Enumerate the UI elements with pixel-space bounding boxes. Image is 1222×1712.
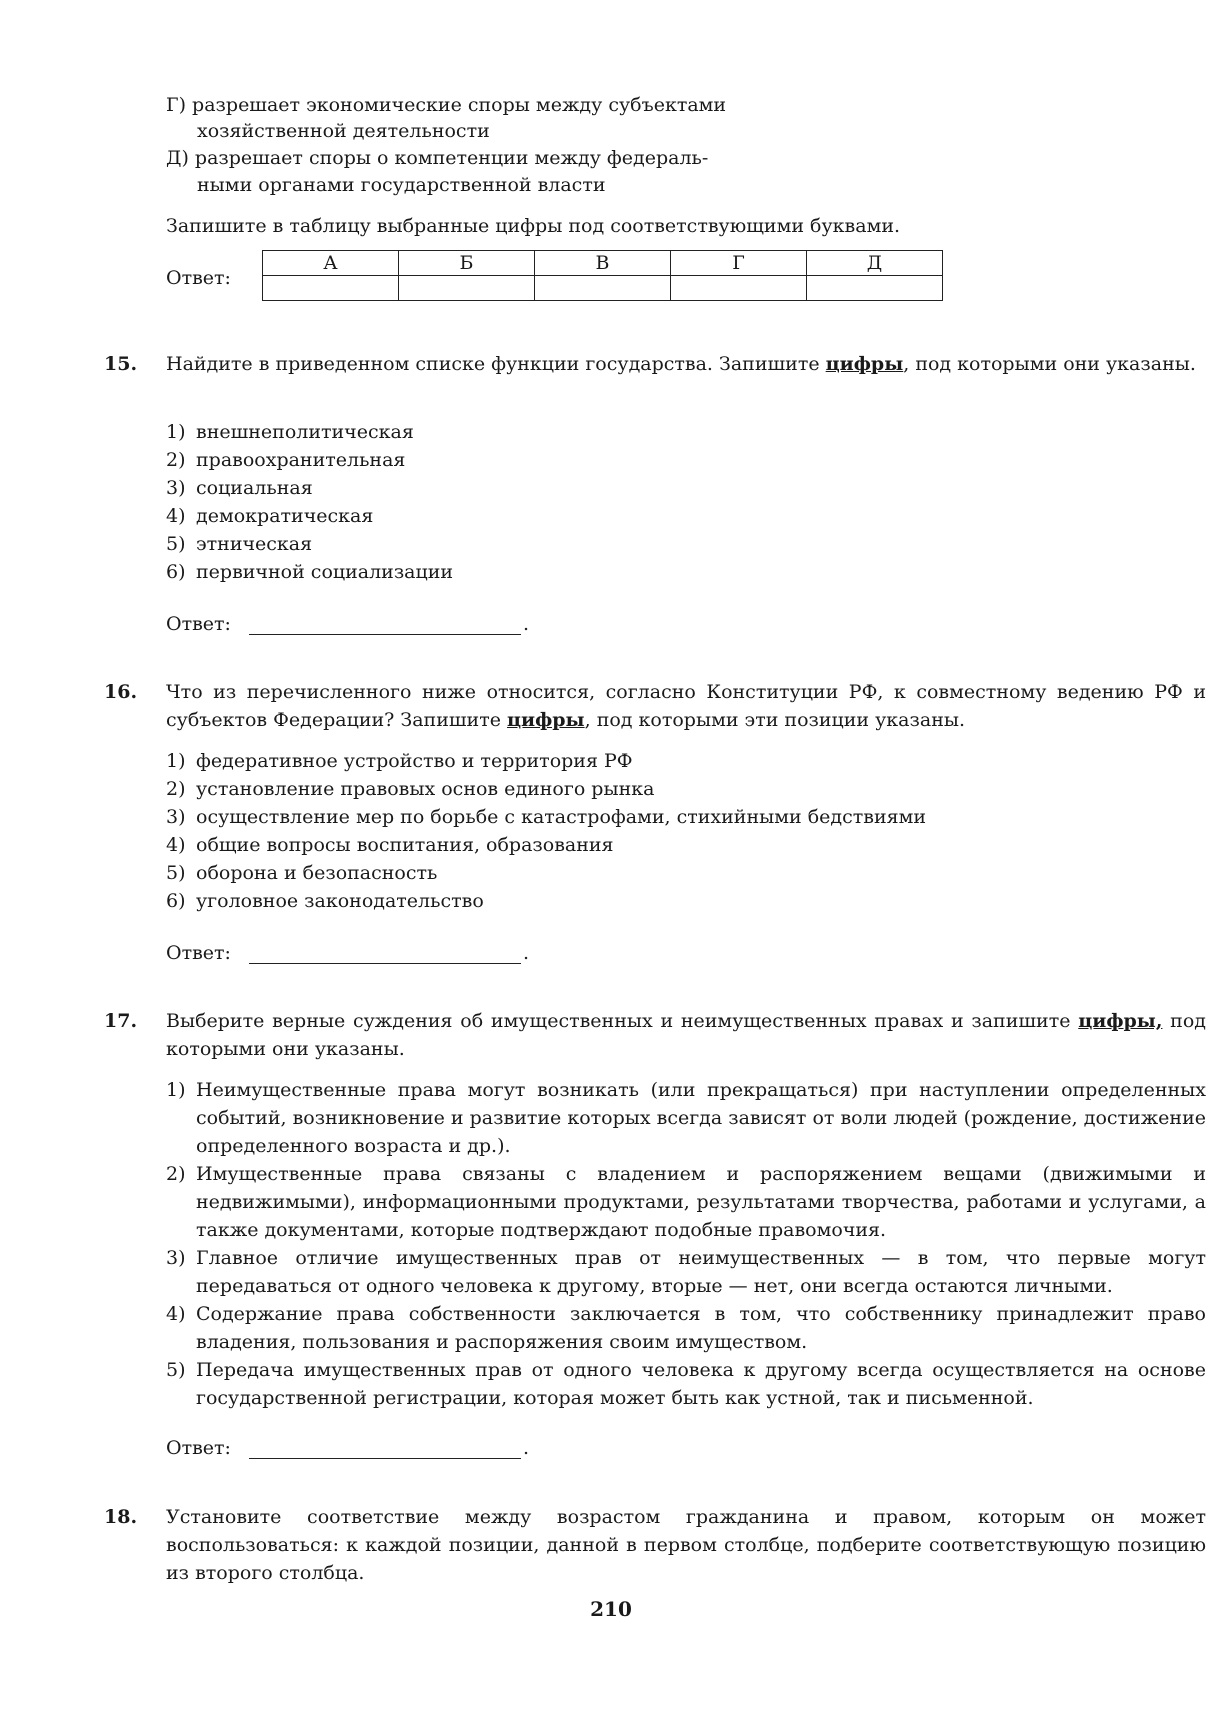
question-number: 17. [104,1010,138,1032]
keyword: цифры [825,353,904,375]
list-item: 2) установление правовых основ единого рынка [166,778,655,800]
list-item: 4) демократическая [166,505,374,527]
answer-label: Ответ: [166,942,231,964]
table-header-cell: В [535,251,671,276]
list-item: 3) осуществление мер по борьбе с катастрофами, стихийными бедствиями [166,806,927,828]
list-item: 5) оборона и безопасность [166,862,438,884]
list-item: 5) Передача имущественных прав от одного человека к другому всегда осуществляется на основе государственной регистрации, которая может быть как устной, так и письменной. [166,1359,1206,1409]
answer-line: Ответ: . [166,942,529,964]
options-list [166,418,1206,586]
table-answer-cell[interactable] [671,276,807,301]
table-header-cell: Г [671,251,807,276]
list-item: 1) федеративное устройство и территория РФ [166,750,633,772]
answer-label: Ответ: [166,267,231,289]
option-letter: Д) [166,147,189,169]
option-d [166,145,708,171]
question-text: Выберите верные суждения об имущественных и неимущественных правах и запишите цифры, под которыми они указаны. [166,1010,1206,1060]
table-answer-cell[interactable] [399,276,535,301]
answer-label: Ответ: [166,1437,231,1459]
keyword: цифры [507,709,585,731]
page-number: 210 [590,1597,632,1621]
list-item: 4) общие вопросы воспитания, образования [166,834,614,856]
list-item: 6) уголовное законодательство [166,890,484,912]
table-answer-cell[interactable] [263,276,399,301]
option-text: разрешает экономические споры между субъектами [192,94,727,116]
question-text: Установите соответствие между возрастом гражданина и правом, которым он может воспользоваться: к каждой позиции, данной в первом столбце, подберите соответствующую позицию из второго столбца. [166,1506,1206,1584]
table-answer-cell[interactable] [807,276,943,301]
table-header-cell: А [263,251,399,276]
answer-line: Ответ: . [166,1437,529,1459]
list-item: 5) этническая [166,533,313,555]
options-list [166,747,1206,915]
list-item: 1) Неимущественные права могут возникать (или прекращаться) при наступлении определенных событий, возникновение и развитие которых всегда зависят от воли людей (рождение, достижение определенного возраста и др.). [166,1079,1206,1157]
list-item: 4) Содержание права собственности заключается в том, что собственнику принадлежит право владения, пользования и распоряжения своим имуществом. [166,1303,1206,1353]
table-answer-cell[interactable] [535,276,671,301]
list-item: 3) социальная [166,477,313,499]
answer-blank[interactable] [249,941,521,964]
option-g-continuation: хозяйственной деятельности [197,120,490,142]
option-text: разрешает споры о компетенции между федераль- [194,147,709,169]
answer-table-header-row [263,251,943,276]
options-list [166,1076,1206,1412]
list-item: 1) внешнеполитическая [166,421,414,443]
list-item: 2) правоохранительная [166,449,406,471]
list-item: 3) Главное отличие имущественных прав от неимущественных — в том, что первые могут передаваться от одного человека к другому, вторые — нет, они всегда остаются личными. [166,1247,1206,1297]
answer-blank[interactable] [249,612,521,635]
option-d-continuation: ными органами государственной власти [197,174,606,196]
answer-label: Ответ: [166,613,231,635]
table-header-cell: Б [399,251,535,276]
list-item: 6) первичной социализации [166,561,454,583]
list-item: 2) Имущественные права связаны с владением и распоряжением вещами (движимыми и недвижимыми), информационными продуктами, результатами творчества, работами и услугами, а также документами, которые подтверждают подобные правомочия. [166,1163,1206,1241]
question-text: Найдите в приведенном списке функции государства. Запишите цифры, под которыми они указаны. [166,353,1196,375]
table-instruction: Запишите в таблицу выбранные цифры под соответствующими буквами. [166,215,901,237]
question-number: 18. [104,1506,138,1528]
option-letter: Г) [166,94,186,116]
table-header-cell: Д [807,251,943,276]
answer-table-input-row [263,276,943,301]
question-number: 15. [104,353,138,375]
option-g [166,92,726,118]
keyword: цифры, [1078,1010,1163,1032]
question-number: 16. [104,681,138,703]
answer-line: Ответ: . [166,613,529,635]
answer-blank[interactable] [249,1436,521,1459]
question-text: Что из перечисленного ниже относится, согласно Конституции РФ, к совместному ведению РФ и субъектов Федерации? Запишите цифры, под которыми эти позиции указаны. [166,681,1206,731]
answer-table [262,250,943,301]
